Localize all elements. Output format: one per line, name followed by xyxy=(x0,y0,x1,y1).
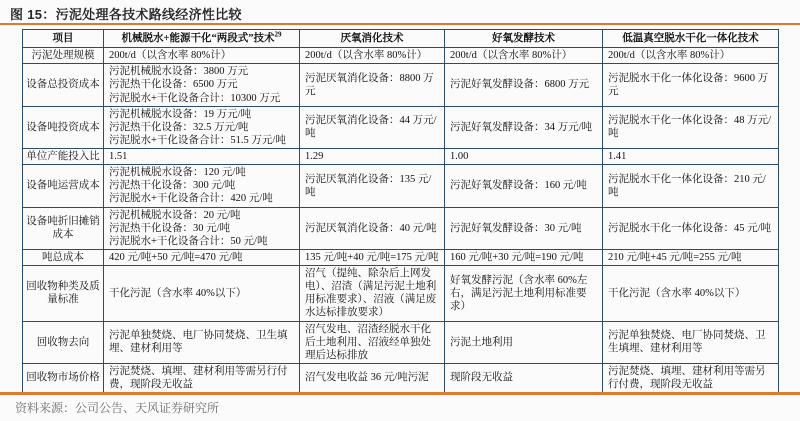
table-cell xyxy=(445,249,603,265)
cell-line: 污泥脱水+干化设备合计：51.5 万元/吨 xyxy=(109,134,286,146)
footnote-marker: 29 xyxy=(274,30,282,39)
table-cell xyxy=(300,165,445,207)
cell-line: 污泥机械脱水设备：20 元/吨 xyxy=(109,209,241,221)
table-cell xyxy=(300,321,445,363)
cell-line: 污泥单独焚烧、电厂协同焚烧、卫生填埋、建材利用等 xyxy=(608,330,766,355)
cell-line: 污泥好氧发酵设备：30 元/吨 xyxy=(450,222,582,234)
column-header: 机械脱水+能源干化“两段式”技术$^{29}$ xyxy=(104,30,300,48)
row-label: 污泥处理规模 xyxy=(23,48,104,64)
cell-line: 污泥脱水+干化设备合计：10300 万元 xyxy=(109,92,281,104)
table-cell xyxy=(445,149,603,165)
cell-line: 200t/d（以含水率 80%计） xyxy=(109,50,232,62)
table-row xyxy=(23,64,779,106)
table-cell xyxy=(300,106,445,148)
table-cell xyxy=(445,48,603,64)
table-cell xyxy=(445,321,603,363)
cell-line: 污泥好氧发酵设备：160 元/吨 xyxy=(450,180,587,192)
table-cell xyxy=(445,207,603,249)
cell-line: 污泥厌氧消化设备：8800 万元 xyxy=(305,72,434,97)
table-cell xyxy=(104,266,300,322)
table-cell xyxy=(445,165,603,207)
table-cell xyxy=(300,249,445,265)
column-header: 好氧发酵技术 xyxy=(445,30,603,48)
row-label: 设备吨运营成本 xyxy=(23,165,104,207)
column-header: 厌氧消化技术 xyxy=(300,30,445,48)
table-row xyxy=(23,249,779,265)
cell-line: 污泥厌氧消化设备：40 元/吨 xyxy=(305,222,437,234)
table-row xyxy=(23,149,779,165)
table-cell xyxy=(445,106,603,148)
cell-line: 污泥脱水+干化设备合计：420 元/吨 xyxy=(109,193,273,205)
cell-line: 污泥焚烧、填埋、建材利用等需另行付费，现阶段无收益 xyxy=(109,365,288,390)
top-orange-rule xyxy=(0,23,800,25)
cell-line: 干化污泥（含水率 40%以下） xyxy=(109,287,247,299)
cell-line: 污泥热干化设备：30 元/吨 xyxy=(109,222,231,234)
cell-line: 1.00 xyxy=(450,151,469,162)
cell-line: 420 元/吨+50 元/吨=470 元/吨 xyxy=(109,251,243,263)
cell-line: 好氧发酵污泥（含水率 60%左右，满足污泥土地利用标准要求） xyxy=(450,274,588,312)
table-row xyxy=(23,363,779,392)
table-cell xyxy=(104,106,300,148)
column-header: 低温真空脱水干化一体化技术 xyxy=(603,30,779,48)
row-label: 设备总投资成本 xyxy=(23,64,104,106)
table-cell xyxy=(603,106,779,148)
table-cell xyxy=(104,165,300,207)
row-label: 回收物市场价格 xyxy=(23,363,104,392)
table-cell xyxy=(104,363,300,392)
cell-line: 1.41 xyxy=(608,151,627,162)
cell-line: 污泥单独焚烧、电厂协同焚烧、卫生填埋、建材利用等 xyxy=(109,330,288,355)
cell-line: 160 元/吨+30 元/吨=190 元/吨 xyxy=(450,251,584,263)
table-cell xyxy=(300,363,445,392)
table-row xyxy=(23,165,779,207)
table-row xyxy=(23,207,779,249)
cell-line: 污泥脱水干化一体化设备：48 万元/吨 xyxy=(608,115,772,140)
table-cell xyxy=(603,48,779,64)
table-cell xyxy=(445,266,603,322)
cell-line: 污泥厌氧消化设备：135 元/吨 xyxy=(305,173,432,198)
table-header-row xyxy=(23,30,779,48)
cell-line: 1.29 xyxy=(305,151,324,162)
table-cell xyxy=(104,207,300,249)
row-label: 设备吨折旧摊销成本 xyxy=(23,207,104,249)
cell-line: 210 元/吨+45 元/吨=255 元/吨 xyxy=(608,251,742,263)
table-cell xyxy=(603,321,779,363)
row-label: 吨总成本 xyxy=(23,249,104,265)
table-cell xyxy=(104,249,300,265)
table-row xyxy=(23,266,779,322)
cell-line: 污泥脱水+干化设备合计：50 元/吨 xyxy=(109,235,268,247)
table-cell xyxy=(445,64,603,106)
cell-line: 污泥厌氧消化设备：44 万元/吨 xyxy=(305,115,437,140)
table-cell xyxy=(603,64,779,106)
cell-line: 污泥机械脱水设备：3800 万元 xyxy=(109,66,249,78)
table-row xyxy=(23,106,779,148)
cell-line: 200t/d（以含水率 80%计） xyxy=(305,50,428,62)
table-cell xyxy=(603,207,779,249)
table-cell xyxy=(300,266,445,322)
cell-line: 沼气（提纯、除杂后上网发电）、沼渣（满足污泥土地利用标准要求）、沼液（满足废水达标排放要求） xyxy=(305,268,437,319)
cell-line: 200t/d（以含水率 80%计） xyxy=(450,50,573,62)
cell-line: 135 元/吨+40 元/吨=175 元/吨 xyxy=(305,251,439,263)
table-cell xyxy=(300,207,445,249)
cell-line: 污泥好氧发酵设备：6800 万元 xyxy=(450,79,590,91)
table-cell xyxy=(300,64,445,106)
table-cell xyxy=(603,266,779,322)
technology-comparison-table xyxy=(22,29,779,393)
cell-line: 污泥机械脱水设备：120 元/吨 xyxy=(109,167,246,179)
table-row xyxy=(23,321,779,363)
table-cell xyxy=(603,149,779,165)
row-label: 单位产能投入比 xyxy=(23,149,104,165)
cell-line: 沼气发电、沼渣经脱水干化后土地利用、沼液经单独处理后达标排放 xyxy=(305,323,431,361)
table-cell xyxy=(603,249,779,265)
cell-line: 污泥脱水干化一体化设备：9600 万元 xyxy=(608,72,769,97)
table-cell xyxy=(104,149,300,165)
figure-title: 图 15：污泥处理各技术路线经济性比较 xyxy=(10,7,242,22)
bottom-orange-rule xyxy=(0,392,800,395)
column-header: 项目 xyxy=(23,30,104,48)
row-label: 设备吨投资成本 xyxy=(23,106,104,148)
cell-line: 污泥脱水干化一体化设备：45 元/吨 xyxy=(608,222,772,234)
table-cell xyxy=(603,165,779,207)
cell-line: 污泥好氧发酵设备：34 万元/吨 xyxy=(450,121,593,133)
table-row xyxy=(23,48,779,64)
table-cell xyxy=(104,321,300,363)
cell-line: 污泥热干化设备：6500 万元 xyxy=(109,79,238,91)
cell-line: 污泥热干化设备：300 元/吨 xyxy=(109,180,236,192)
table-cell xyxy=(300,149,445,165)
source-note: 资料来源：公司公告、天风证券研究所 xyxy=(15,401,220,415)
cell-line: 污泥土地利用 xyxy=(450,336,513,348)
cell-line: 1.51 xyxy=(109,151,128,162)
cell-line: 污泥焚烧、填埋、建材利用等需另行付费，现阶段无收益 xyxy=(608,365,766,390)
row-label: 回收物种类及质量标准 xyxy=(23,266,104,322)
table-cell xyxy=(104,64,300,106)
cell-line: 现阶段无收益 xyxy=(450,372,513,384)
cell-line: 干化污泥（含水率 40%以下） xyxy=(608,287,746,299)
cell-line: 200t/d（以含水率 80%计） xyxy=(608,50,731,62)
table-cell xyxy=(300,48,445,64)
cell-line: 沼气发电收益 36 元/吨污泥 xyxy=(305,372,429,384)
row-label: 回收物去向 xyxy=(23,321,104,363)
cell-line: 污泥热干化设备：32.5 万元/吨 xyxy=(109,121,249,133)
cell-line: 污泥脱水干化一体化设备：210 元/吨 xyxy=(608,173,766,198)
table-cell xyxy=(603,363,779,392)
table-cell xyxy=(104,48,300,64)
table-cell xyxy=(445,363,603,392)
cell-line: 污泥机械脱水设备：19 万元/吨 xyxy=(109,108,252,120)
